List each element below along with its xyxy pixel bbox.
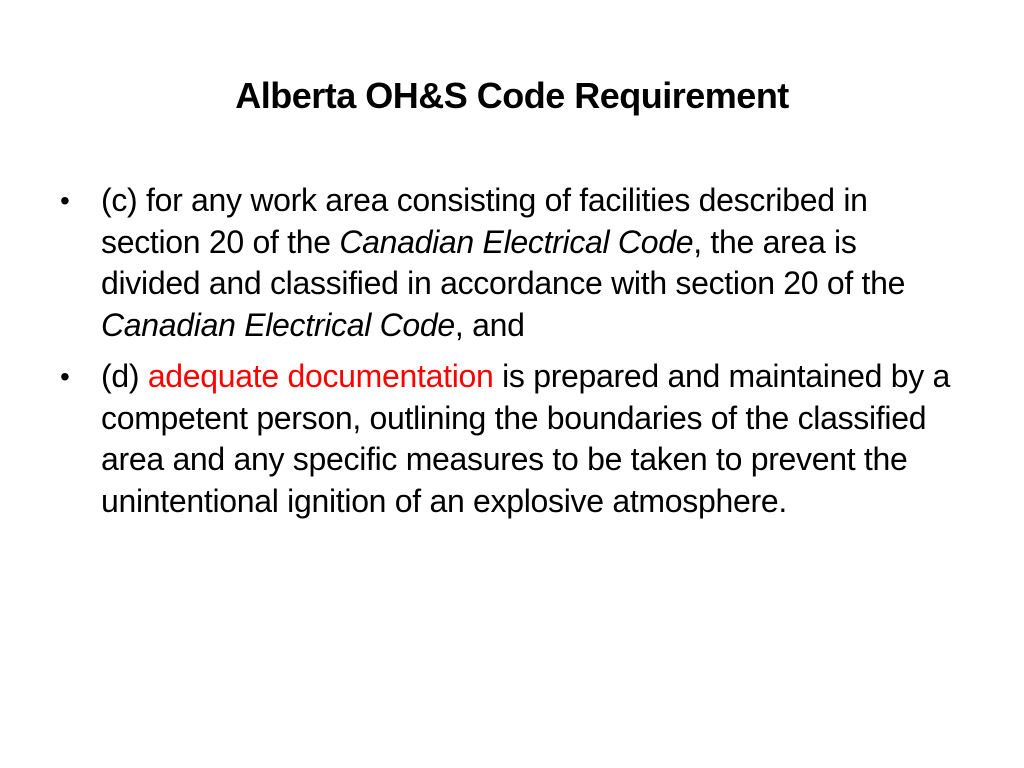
highlighted-term: adequate documentation [147,358,494,394]
bullet-text: is prepared and maintained by a competent person, outlining the boundaries of the classified area and any specific measures to be taken to prevent the unintentional ignition of an explosive atmosphere. [101,358,950,519]
code-reference: Canadian Electrical Code [101,306,455,343]
bullet-item-d [60,356,960,522]
bullet-item-c [60,180,960,346]
code-reference: Canadian Electrical Code [339,223,694,260]
bullet-icon: • [60,361,70,392]
bullet-text: (c) for any work area consisting of facilities described in section 20 of the [101,182,868,260]
bullet-text: (d) [101,358,148,394]
bullet-list [60,180,960,532]
bullet-icon: • [60,185,70,216]
bullet-text: , the area is divided and classified in accordance with section 20 of the [101,223,906,301]
bullet-text: , and [454,306,525,343]
slide-title: Alberta OH&S Code Requirement [235,75,789,116]
